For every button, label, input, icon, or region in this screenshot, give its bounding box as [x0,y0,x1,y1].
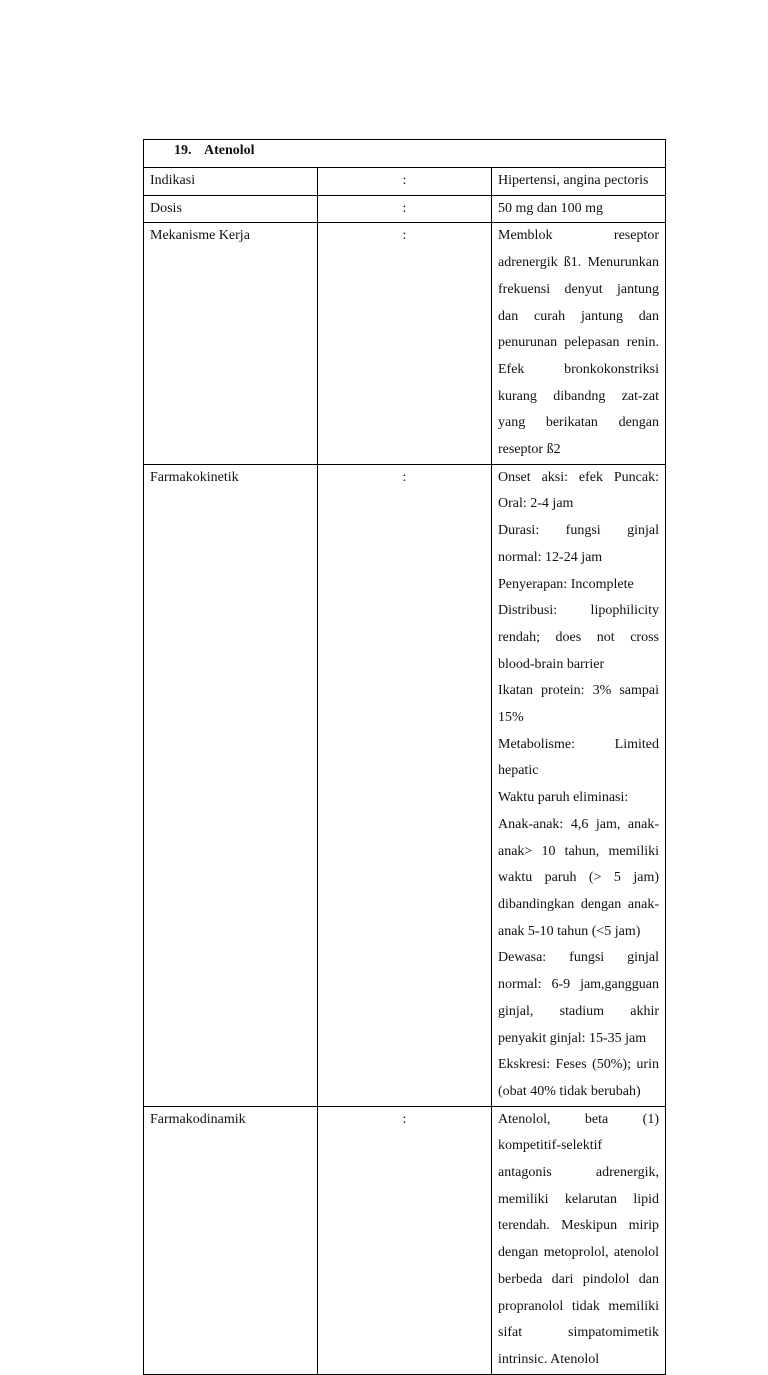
table-row-dosis [144,195,666,223]
row-label: Dosis [144,195,318,223]
drug-monograph-table [143,139,666,1375]
row-label: Farmakodinamik [144,1106,318,1374]
row-separator: : [318,195,492,223]
value-line: Onset aksi: efek Puncak: Oral: 2-4 jam [498,469,659,512]
table-row-farmakokinetik [144,464,666,1106]
row-separator: : [318,223,492,464]
value-line: Ikatan protein: 3% sampai 15% [498,683,659,726]
table-row-indikasi [144,168,666,196]
drug-heading [144,140,666,168]
value-line: Waktu paruh eliminasi: [498,790,629,806]
value-line: Dewasa: fungsi ginjal normal: 6-9 jam,gangguan ginjal, stadium akhir penyakit ginjal: 15-35 jam [498,950,659,1046]
row-label: Farmakokinetik [144,464,318,1106]
row-label: Indikasi [144,168,318,196]
row-separator: : [318,1106,492,1374]
row-value [492,168,666,196]
row-value [492,1106,666,1374]
row-label: Mekanisme Kerja [144,223,318,464]
value-line: Memblok reseptor adrenergik ß1. Menurunkan frekuensi denyut jantung dan curah jantung dan penurunan pelepasan renin. Efek bronkokonstriksi kurang dibandng zat-zat yang berikatan dengan reseptor ß2 [498,228,659,458]
value-line: Distribusi: lipophilicity rendah; does not cross blood-brain barrier [498,603,659,672]
value-line: Penyerapan: Incomplete [498,576,634,592]
value-line: Atenolol, beta (1) kompetitif-selektif antagonis adrenergik, memiliki kelarutan lipid terendah. Meskipun mirip dengan metoprolol, atenolol berbeda dari pindolol dan propranolol tidak memiliki sifat simpatomimetik intrinsic. Atenolol [498,1111,659,1367]
value-line: Anak-anak: 4,6 jam, anak-anak> 10 tahun, memiliki waktu paruh (> 5 jam) dibandingkan dengan anak-anak 5-10 tahun (<5 jam) [498,816,659,939]
row-separator: : [318,464,492,1106]
heading-number: 19. [174,143,192,158]
heading-title: Atenolol [204,143,255,158]
value-line: Metabolisme: Limited hepatic [498,736,659,779]
row-value [492,195,666,223]
table-row-mekanisme-kerja [144,223,666,464]
table-title-row [144,140,666,168]
row-separator: : [318,168,492,196]
row-value [492,464,666,1106]
row-value [492,223,666,464]
table-row-farmakodinamik [144,1106,666,1374]
value-line: Hipertensi, angina pectoris [498,173,649,188]
value-line: Ekskresi: Feses (50%); urin (obat 40% tidak berubah) [498,1057,659,1099]
value-line: 50 mg dan 100 mg [498,200,603,216]
value-line: Durasi: fungsi ginjal normal: 12-24 jam [498,523,659,565]
